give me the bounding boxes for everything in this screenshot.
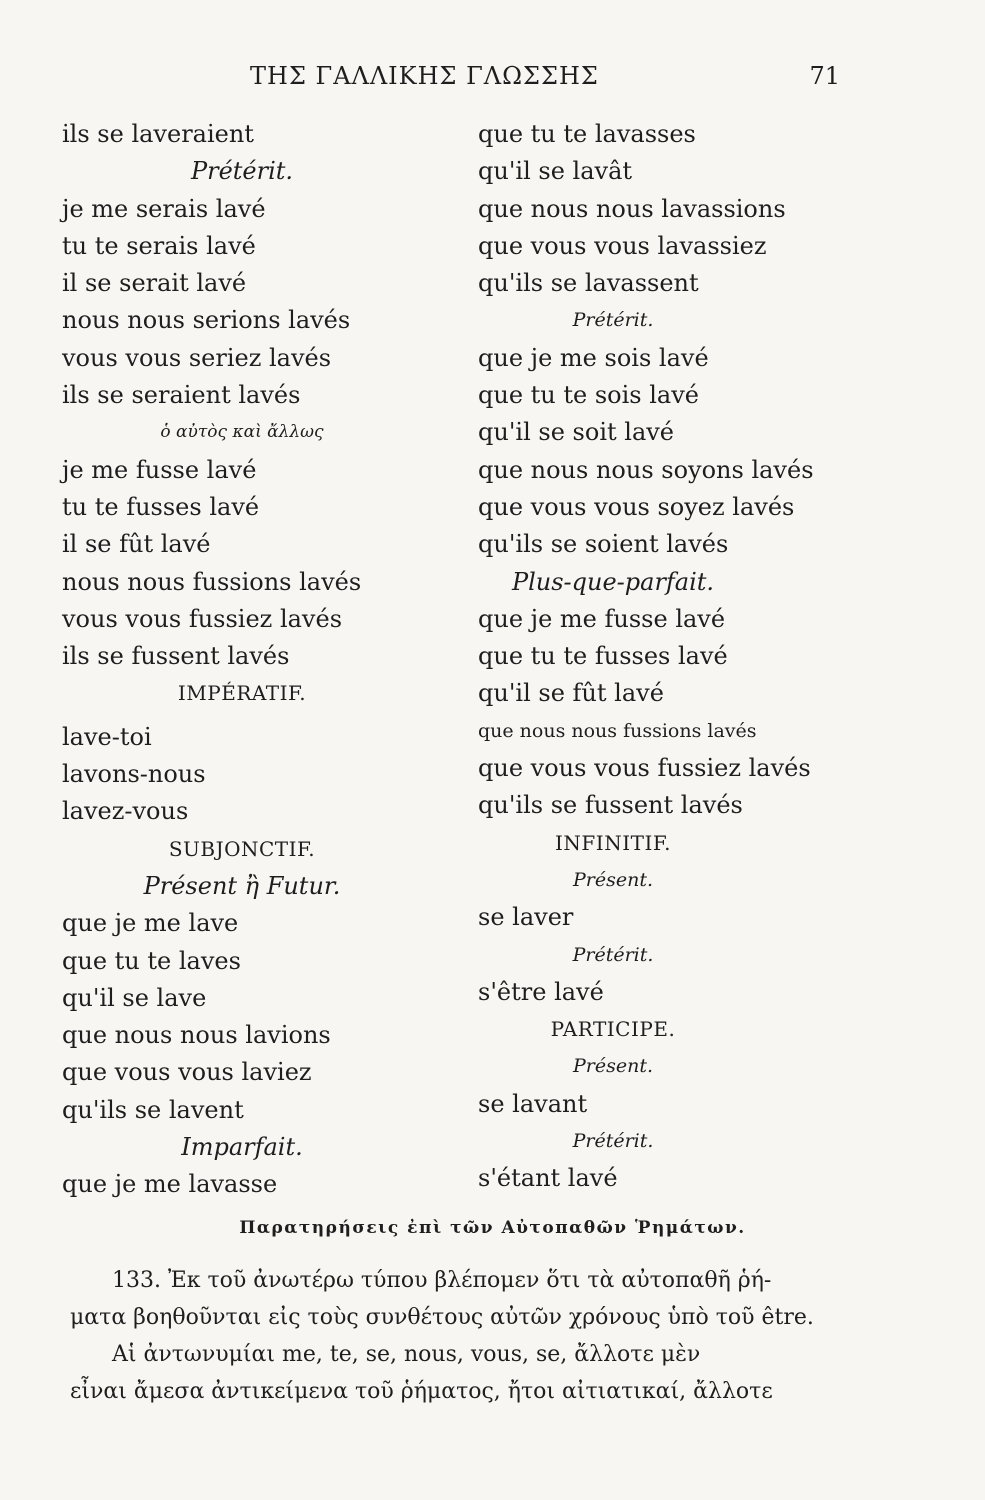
conjugation-line: qu'il se lave [62,983,207,1012]
conjugation-line: je me serais lavé [62,194,266,223]
conjugation-line: que tu te sois lavé [478,381,699,410]
remarks-heading: Παρατηρήσεις ἐπὶ τῶν Αὐτοπαθῶν Ῥημάτων. [239,1218,746,1238]
conjugation-line: que vous vous fussiez lavés [478,754,811,783]
conjugation-line: que vous vous lavassiez [478,231,767,260]
conjugation-line: lavons-nous [62,760,206,789]
conjugation-line: qu'ils se soient lavés [478,530,729,559]
right-conjugation-column [478,116,898,1198]
conjugation-line: que nous nous lavions [62,1021,331,1050]
tense-heading: Présent. [572,868,654,891]
left-conjugation-column [62,116,462,1204]
mood-heading-participe: PARTICIPE. [550,1017,676,1042]
mood-heading-subjonctif: SUBJONCTIF. [168,836,316,861]
conjugation-line: que tu te laves [62,946,241,975]
conjugation-line: que tu te lavasses [478,120,696,148]
tense-heading: Prétérit. [572,309,654,332]
conjugation-line: ils se seraient lavés [62,381,301,410]
conjugation-line: il se fût lavé [62,530,211,559]
conjugation-line: que vous vous laviez [62,1058,312,1087]
running-title: ΤΗΣ ΓΑΛΛΙΚΗΣ ΓΛΩΣΣΗΣ [250,62,599,90]
conjugation-line: que je me lavasse [62,1170,278,1199]
conjugation-line: que nous nous soyons lavés [478,455,814,484]
tense-heading: Prétérit. [190,157,294,186]
conjugation-line: vous vous seriez lavés [62,343,332,372]
tense-heading: Présent. [572,1055,654,1078]
tense-heading: Plus-que-parfait. [511,567,715,596]
tense-heading: Présent ἢ Futur. [143,871,341,900]
conjugation-line: qu'ils se lavent [62,1095,244,1124]
paragraph-line: ματα βοηθοῦνται εἰς τοὺς συνθέτους αὐτῶν χρόνους ὑπὸ τοῦ être. [70,1305,814,1330]
tense-heading: Prétérit. [572,943,654,966]
conjugation-line: qu'ils se lavassent [478,269,699,298]
paragraph-133 [70,1262,870,1410]
conjugation-line: lave-toi [62,722,152,751]
page-header [200,62,840,102]
conjugation-line: tu te fusses lavé [62,492,260,521]
conjugation-line: que tu te fusses lavé [478,642,728,671]
conjugation-line: ils se laveraient [62,120,254,148]
mood-heading-infinitif: INFINITIF. [555,830,671,855]
conjugation-line: vous vous fussiez lavés [62,604,343,633]
conjugation-line: que nous nous lavassions [478,194,786,223]
conjugation-line: que je me fusse lavé [478,604,726,633]
conjugation-line: nous nous fussions lavés [62,567,362,596]
conjugation-line: tu te serais lavé [62,231,256,260]
greek-note: ὁ αὐτὸς καὶ ἄλλως [160,422,324,443]
paragraph-line: εἶναι ἄμεσα ἀντικείμενα τοῦ ῥήματος, ἤτοι αἰτιατικαί, ἄλλοτε [70,1379,773,1404]
conjugation-line: qu'il se lavât [478,157,633,186]
conjugation-line: s'être lavé [478,977,604,1006]
conjugation-line: que je me sois lavé [478,343,709,372]
conjugation-line: ils se fussent lavés [62,642,290,671]
conjugation-line: que nous nous fussions lavés [478,719,757,742]
paragraph-line: Αἱ ἀντωνυμίαι me, te, se, nous, vous, se, ἄλλοτε μὲν [112,1342,701,1367]
page-number: 71 [809,62,840,90]
conjugation-line: se lavant [478,1089,588,1118]
conjugation-line: que vous vous soyez lavés [478,492,795,521]
tense-heading: Prétérit. [572,1130,654,1153]
tense-heading: Imparfait. [181,1133,303,1162]
conjugation-line: je me fusse lavé [62,455,257,484]
conjugation-line: s'étant lavé [478,1164,618,1193]
conjugation-line: qu'il se fût lavé [478,679,664,708]
conjugation-line: lavez-vous [62,797,189,826]
conjugation-line: qu'ils se fussent lavés [478,791,743,820]
conjugation-line: que je me lave [62,909,239,938]
mood-heading-imperatif: IMPÉRATIF. [177,681,307,706]
paragraph-line: 133. Ἐκ τοῦ ἀνωτέρω τύπου βλέπομεν ὅτι τὰ αὐτοπαθῆ ῥή- [112,1268,772,1293]
conjugation-line: nous nous serions lavés [62,306,351,335]
conjugation-line: se laver [478,903,574,932]
conjugation-line: il se serait lavé [62,269,247,298]
conjugation-line: qu'il se soit lavé [478,418,675,447]
